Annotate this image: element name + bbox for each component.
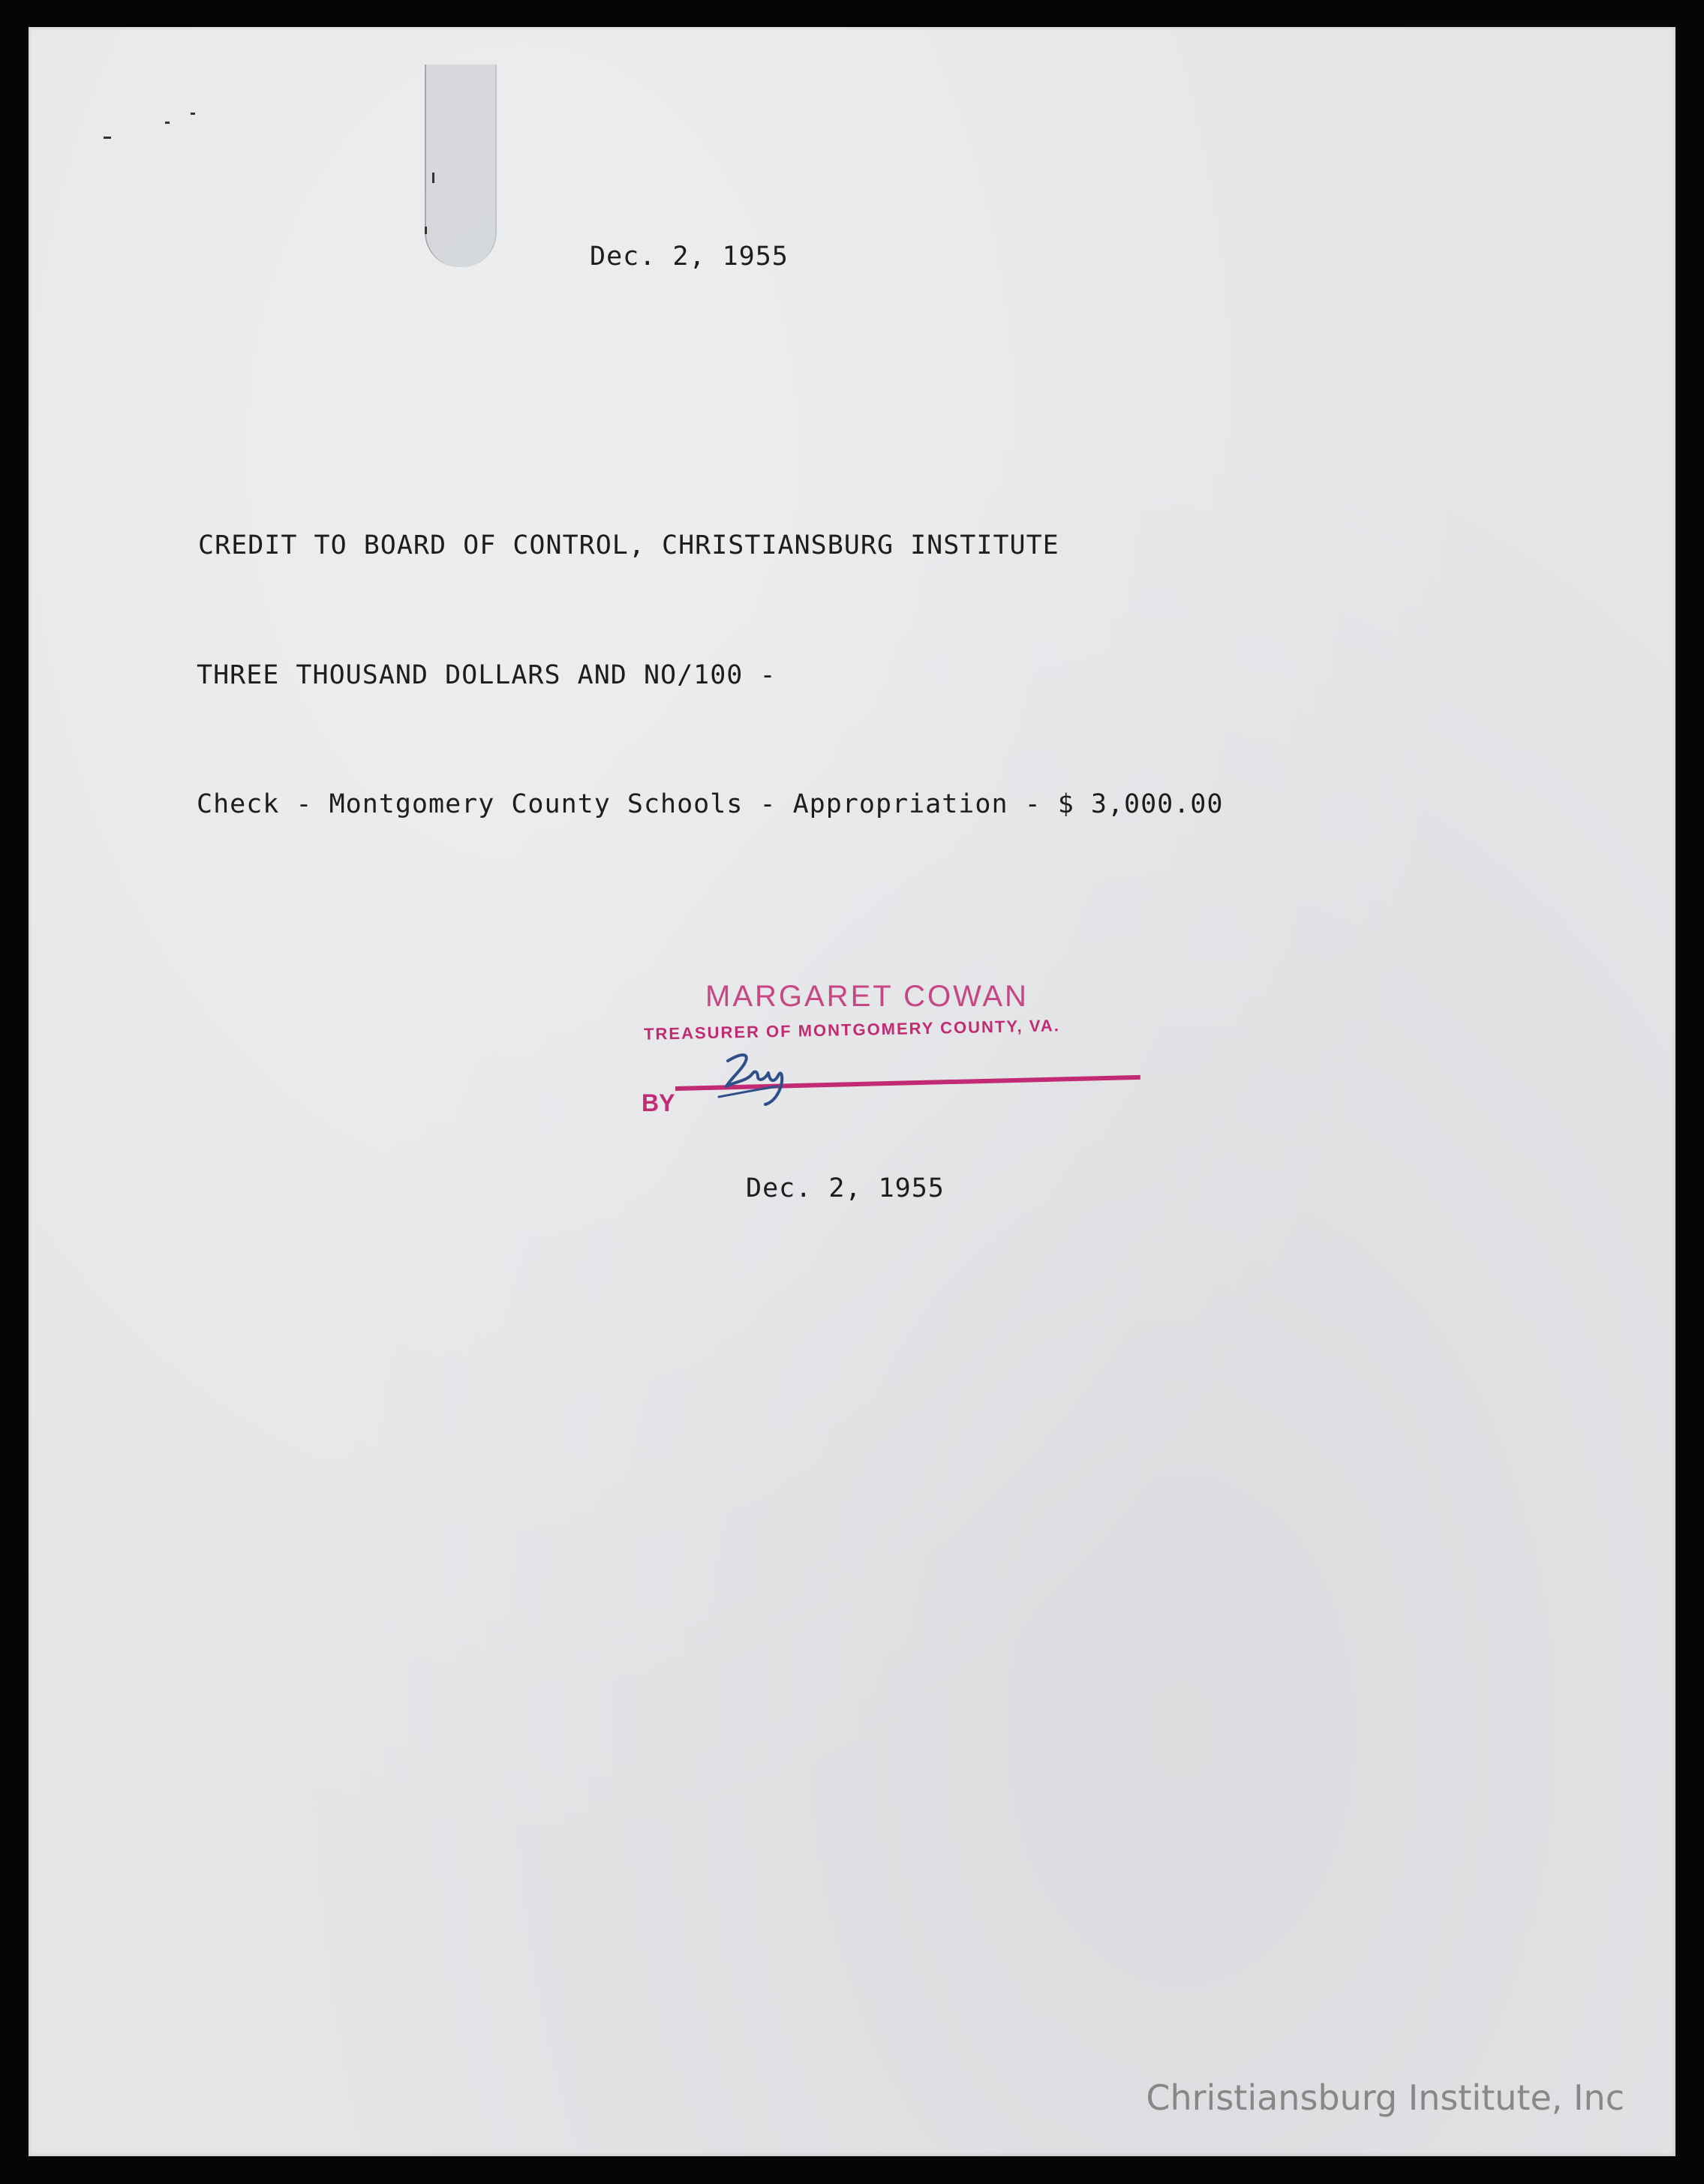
stray-mark <box>191 113 195 115</box>
stray-mark <box>432 173 434 183</box>
check-line: Check - Montgomery County Schools - Appropriation - $ 3,000.00 <box>197 789 1224 819</box>
stamp-title: TREASURER OF MONTGOMERY COUNTY, VA. <box>643 1016 1061 1044</box>
date-top: Dec. 2, 1955 <box>590 242 789 272</box>
handwritten-signature <box>705 1044 818 1112</box>
stray-mark <box>165 122 170 124</box>
watermark: Christiansburg Institute, Inc <box>1146 2077 1624 2118</box>
stamp-by-label: BY <box>642 1089 675 1116</box>
stamp-name: MARGARET COWAN <box>705 980 1029 1013</box>
paper-clip-mark <box>425 65 497 267</box>
credit-line: CREDIT TO BOARD OF CONTROL, CHRISTIANSBURG INSTITUTE <box>198 530 1059 560</box>
document-paper <box>29 27 1675 2156</box>
stray-mark <box>425 227 427 234</box>
date-bottom: Dec. 2, 1955 <box>746 1173 945 1203</box>
amount-in-words: THREE THOUSAND DOLLARS AND NO/100 - <box>197 660 777 690</box>
stray-mark <box>104 137 111 139</box>
